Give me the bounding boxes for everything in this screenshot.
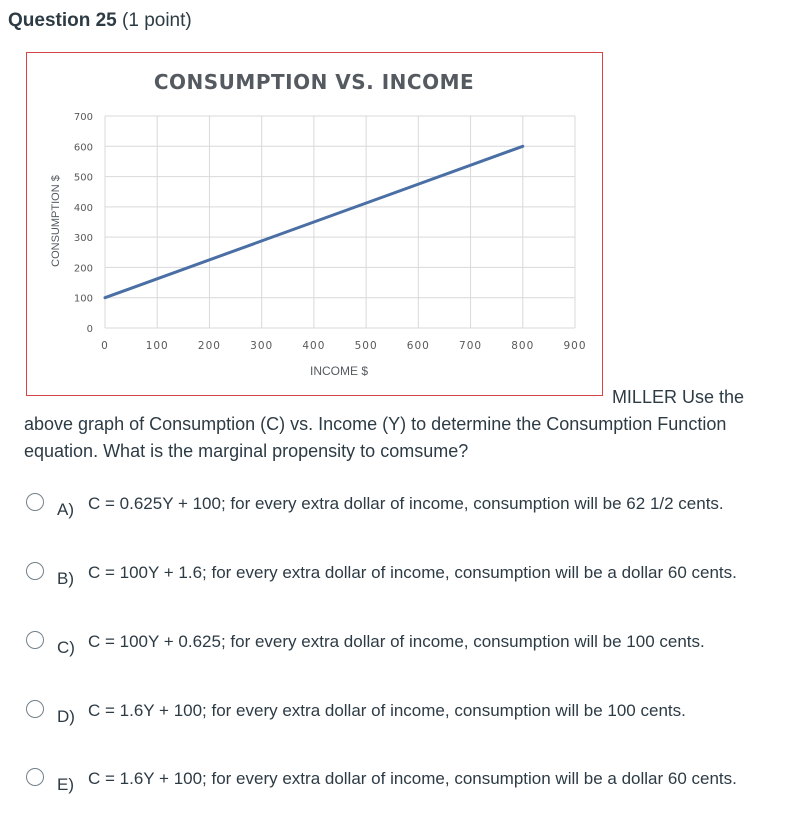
x-tick-label: 900	[563, 340, 587, 352]
radio-button[interactable]	[26, 631, 44, 649]
x-tick-label: 600	[406, 340, 430, 352]
y-tick-label: 700	[73, 112, 93, 123]
x-axis-label: INCOME $	[309, 364, 369, 378]
question-title: Question 25	[8, 10, 117, 31]
prompt-body: above graph of Consumption (C) vs. Income (Y) to determine the Consumption Function equation. What is the marginal propensity to comsume?	[24, 414, 727, 461]
answer-option-d[interactable]	[26, 697, 766, 757]
option-text: C = 1.6Y + 100; for every extra dollar of income, consumption will be a dollar 60 cents.	[88, 769, 737, 788]
y-tick-label: 500	[73, 172, 93, 184]
option-letter: A)	[57, 500, 74, 519]
y-tick-label: 400	[73, 202, 93, 214]
consumption-income-chart	[27, 53, 602, 395]
radio-button[interactable]	[26, 562, 44, 580]
y-tick-label: 300	[73, 233, 93, 245]
x-tick-label: 800	[511, 340, 535, 352]
option-letter: C)	[57, 638, 75, 657]
answer-option-c[interactable]	[26, 628, 766, 688]
option-letter: B)	[57, 569, 74, 588]
radio-button[interactable]	[26, 493, 44, 511]
prompt-lead: MILLER Use the	[611, 387, 744, 407]
answer-option-b[interactable]	[26, 559, 766, 619]
x-tick-label: 100	[145, 340, 169, 352]
x-tick-label: 200	[197, 340, 221, 352]
y-tick-label: 200	[73, 263, 93, 275]
option-letter: D)	[57, 707, 75, 726]
question-points: (1 point)	[122, 10, 192, 31]
y-axis-label: CONSUMPTION $	[50, 175, 62, 267]
chart-title: CONSUMPTION VS. INCOME	[153, 70, 475, 94]
answer-option-e[interactable]	[26, 765, 766, 825]
question-prompt	[24, 384, 764, 465]
chart-frame	[26, 52, 603, 396]
option-letter: E)	[57, 775, 74, 794]
answer-option-a[interactable]	[26, 490, 766, 550]
question-header	[8, 10, 192, 32]
option-text: C = 100Y + 1.6; for every extra dollar of income, consumption will be a dollar 60 cents.	[88, 563, 737, 582]
radio-button[interactable]	[26, 768, 44, 786]
x-tick-label: 300	[250, 340, 274, 352]
option-text: C = 0.625Y + 100; for every extra dollar of income, consumption will be 62 1/2 cents.	[88, 494, 724, 513]
y-tick-label: 100	[73, 293, 93, 305]
x-tick-label: 700	[459, 340, 483, 352]
y-tick-label: 600	[73, 142, 93, 154]
x-tick-label: 400	[302, 340, 326, 352]
y-tick-label: 0	[86, 324, 93, 335]
radio-button[interactable]	[26, 700, 44, 718]
x-tick-label: 500	[354, 340, 378, 352]
x-tick-label: 0	[101, 340, 109, 352]
option-text: C = 100Y + 0.625; for every extra dollar of income, consumption will be 100 cents.	[88, 632, 705, 651]
option-text: C = 1.6Y + 100; for every extra dollar of income, consumption will be 100 cents.	[88, 701, 686, 720]
